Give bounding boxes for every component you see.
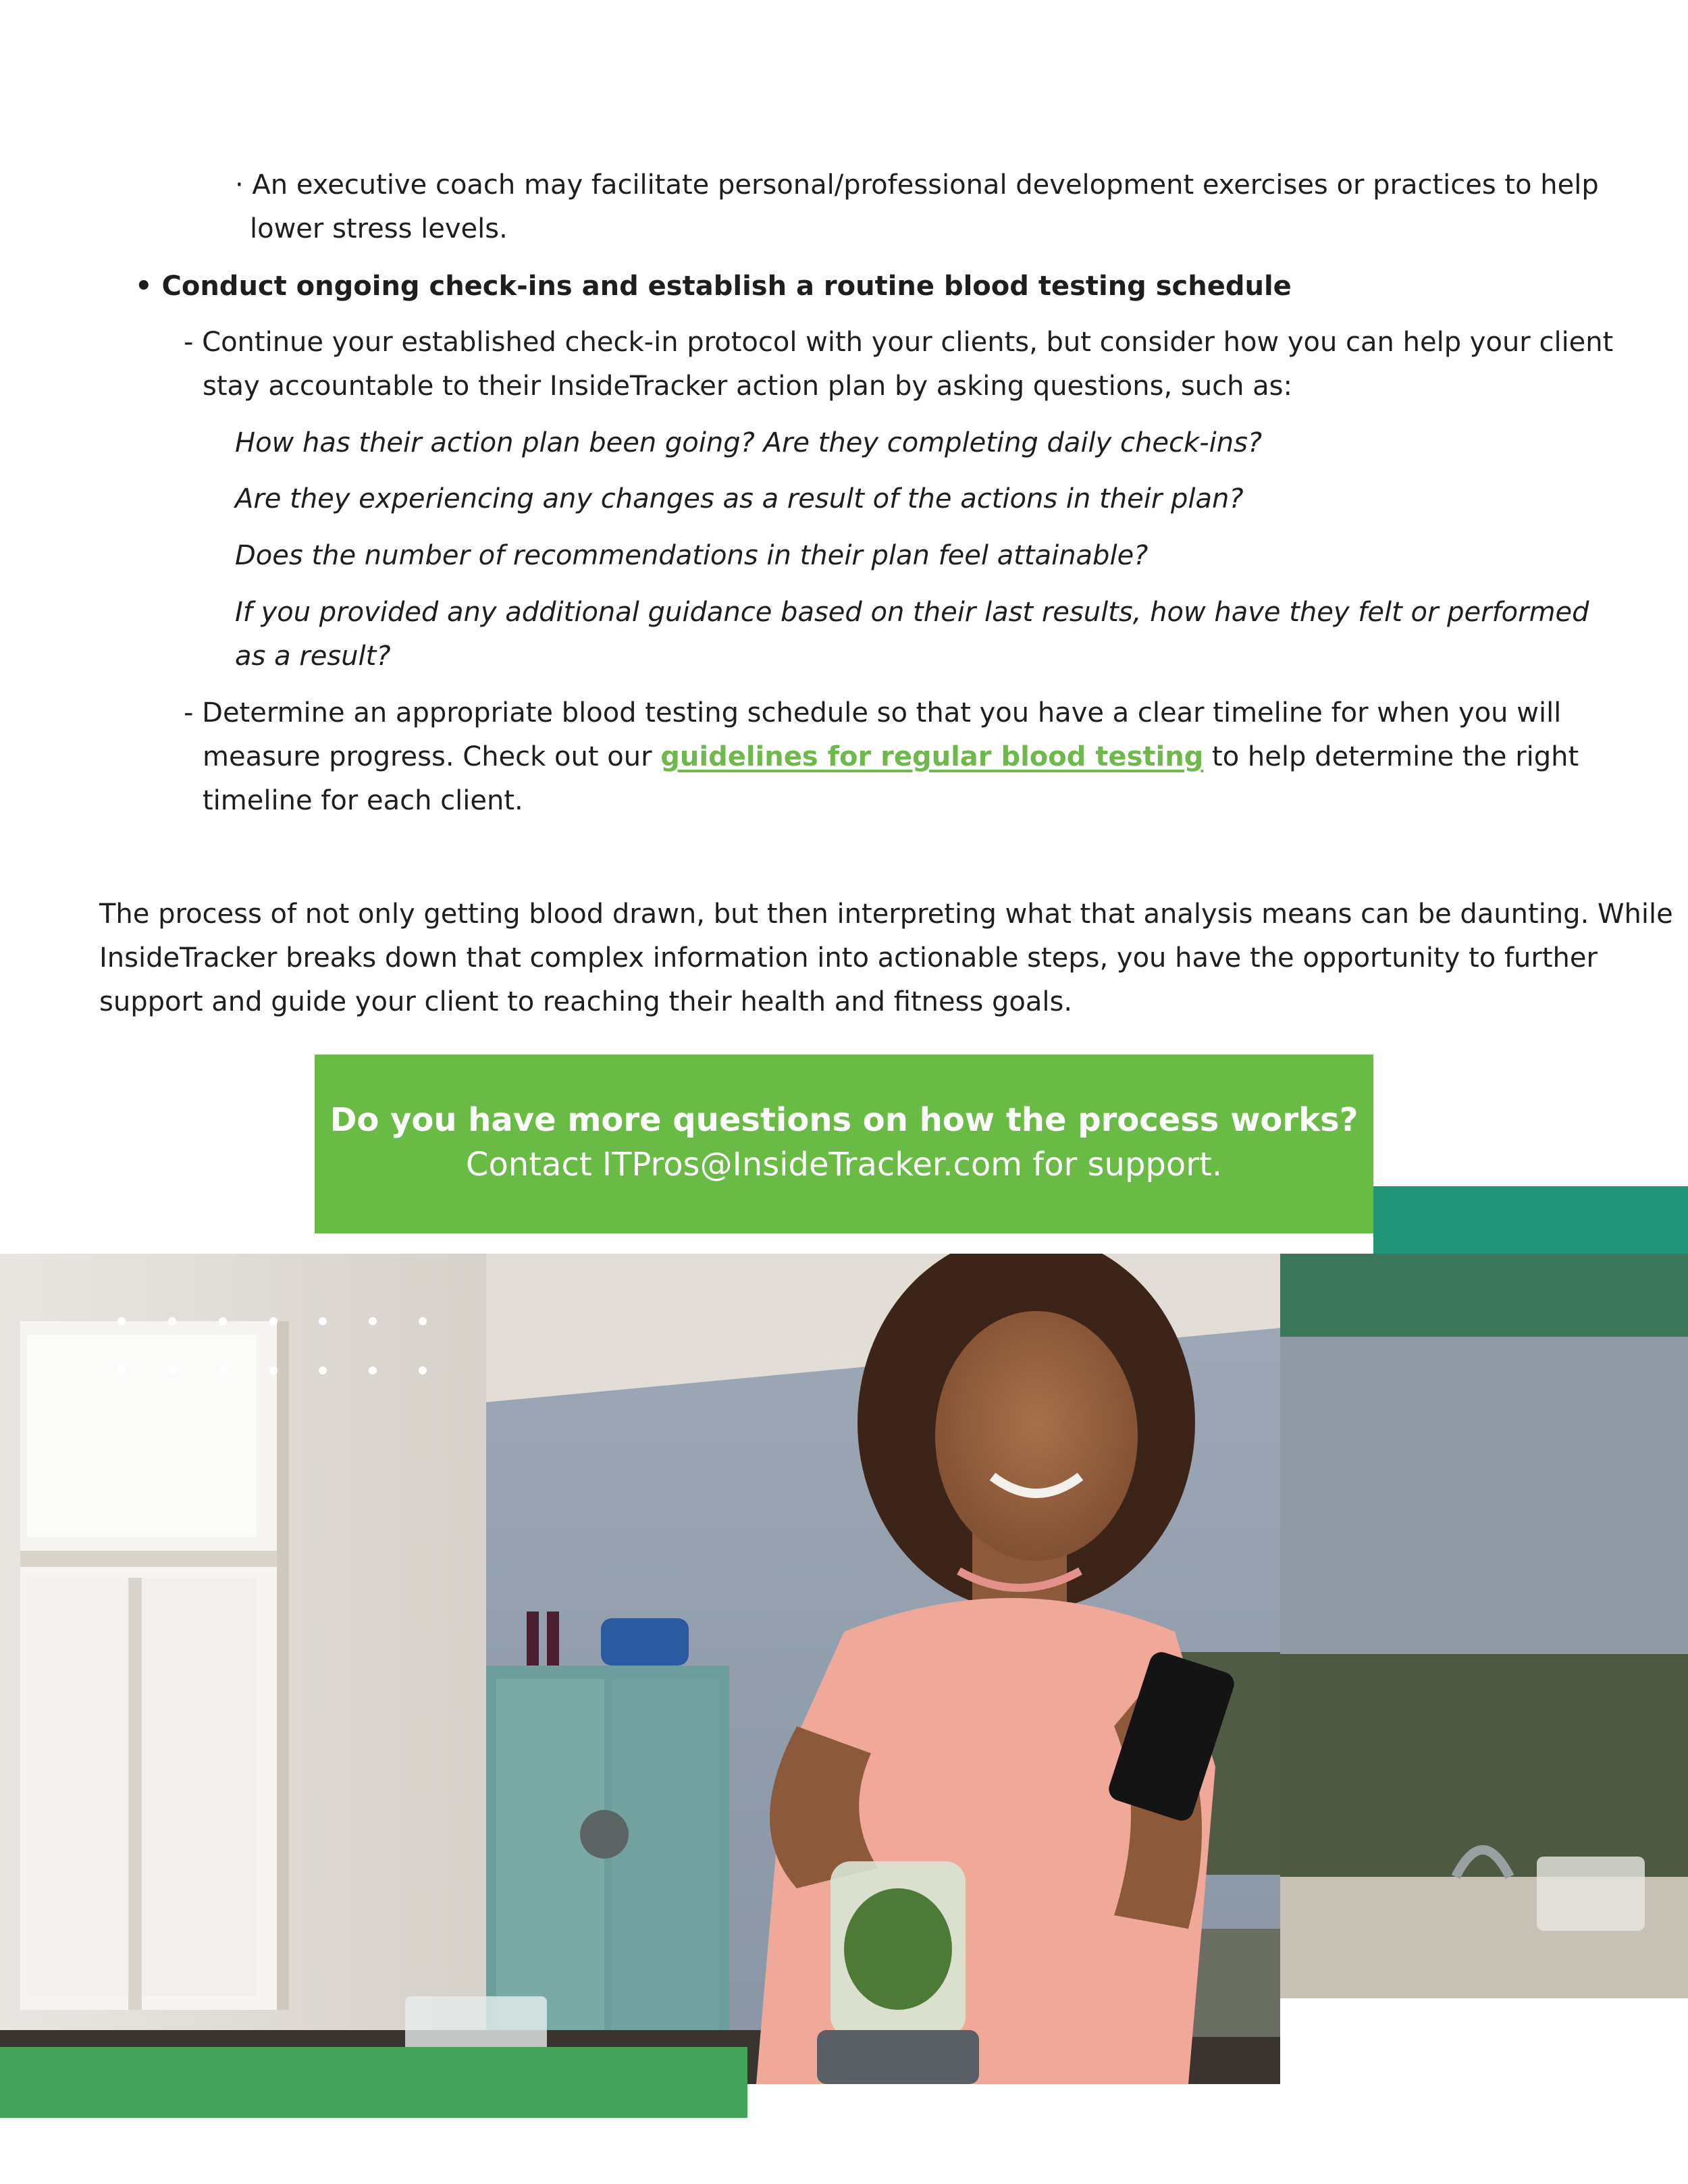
determine-line-1: - Determine an appropriate blood testing schedule so that you have a clear timeline for when you will bbox=[184, 697, 1562, 728]
continue-line-1: - Continue your established check-in protocol with your clients, but consider how you can help your client bbox=[184, 327, 1614, 358]
question-4-cont: as a result? bbox=[235, 641, 391, 672]
determine-line-2-after: to help determine the right bbox=[1203, 741, 1579, 772]
continue-line-2: stay accountable to their InsideTracker action plan by asking questions, such as: bbox=[203, 371, 1292, 402]
blood-testing-guidelines-link[interactable]: guidelines for regular blood testing bbox=[660, 741, 1204, 772]
checkins-heading: • Conduct ongoing check-ins and establish a routine blood testing schedule bbox=[135, 271, 1292, 302]
summary-line-1: The process of not only getting blood drawn, but then interpreting what that analysis means can be daunting. While bbox=[99, 899, 1673, 930]
coach-bullet-line-2: lower stress levels. bbox=[250, 213, 508, 244]
decorative-bottom-bar bbox=[0, 2047, 747, 2118]
question-1: How has their action plan been going? Are they completing daily check-ins? bbox=[235, 427, 1263, 458]
decorative-dark-green-block bbox=[1280, 1254, 1688, 1337]
callout-body: Contact ITPros@InsideTracker.com for support. bbox=[465, 1146, 1223, 1183]
callout-title: Do you have more questions on how the process works? bbox=[329, 1101, 1359, 1139]
summary-line-3: support and guide your client to reaching their health and fitness goals. bbox=[99, 986, 1073, 1017]
question-3: Does the number of recommendations in their plan feel attainable? bbox=[235, 540, 1149, 571]
question-2: Are they experiencing any changes as a result of the actions in their plan? bbox=[235, 483, 1244, 514]
determine-line-2 bbox=[203, 735, 1579, 779]
kitchen-photo-right bbox=[1280, 1337, 1688, 2084]
question-4: If you provided any additional guidance based on their last results, how have they felt or performed bbox=[235, 597, 1589, 628]
determine-line-2-before: measure progress. Check out our bbox=[203, 741, 661, 772]
coach-bullet-line-1: · An executive coach may facilitate personal/professional development exercises or practices to help bbox=[235, 169, 1599, 201]
determine-line-3: timeline for each client. bbox=[203, 785, 523, 816]
summary-line-2: InsideTracker breaks down that complex information into actionable steps, you have the opportunity to further bbox=[99, 942, 1598, 974]
kitchen-photo bbox=[0, 1254, 1280, 2084]
decorative-teal-block bbox=[1373, 1186, 1688, 1254]
support-callout bbox=[315, 1055, 1373, 1233]
